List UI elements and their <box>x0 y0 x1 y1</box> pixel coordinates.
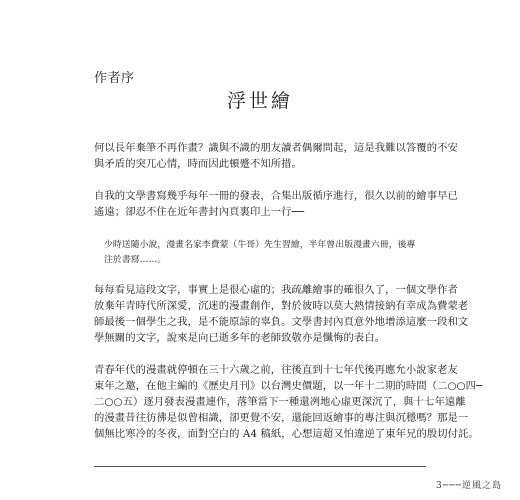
paragraph-1 <box>94 140 458 172</box>
text-line: 東年之邀，在他主編的《歷史月刊》以台灣史價題，以一年十二期的時間（二○○四─ <box>94 380 483 392</box>
text-line: 何以長年棄筆不再作畫？識與不識的朋友讀者偶爾問起，這是我難以答覆的不安 <box>94 142 458 154</box>
section-label: 作者序 <box>94 71 135 86</box>
quote-paragraph <box>104 238 420 268</box>
text-line: 遙遠；卻忍不住在近年書封內頁裏印上一行── <box>94 206 305 218</box>
text-line: 二○○五）逐月發表漫畫連作，落筆當下一種還冽地心虛更深沉了，與十七年遠離 <box>94 396 466 408</box>
page-number: 3 <box>435 481 443 491</box>
text-line: 與矛盾的突兀心情，時而因此頓蹙不知所措。 <box>94 158 302 170</box>
paragraph-5 <box>94 362 483 442</box>
text-line: 學無關的文字，說來是向已逝多年的老師致敬亦是懺悔的表白。 <box>94 332 386 344</box>
text-line: 注於書寫……。 <box>104 255 167 265</box>
book-title: 逆風之島 <box>461 481 502 491</box>
text-line: 青春年代的漫畫就停頓在三十六歲之前，往後直到十七年代後再應允小說家老友 <box>94 364 458 376</box>
text-line: 少時送隨小說，漫畫名家李費蒙（牛哥）先生習繪，半年曾出版漫畫六冊，後專 <box>104 240 416 250</box>
text-line: 個無比寒冷的冬夜，面對空白的 A4 稿紙，心想這超又怕違逆了東年兄的殷切付託。 <box>94 428 479 440</box>
footer-divider <box>94 466 426 467</box>
page-footer <box>436 478 502 491</box>
text-line: 每每看見這段文字，事實上是很心虛的；我疏離繪事的確很久了，一個文學作者 <box>94 284 458 296</box>
page-title: 浮世繪 <box>226 90 293 112</box>
paragraph-2 <box>94 188 458 220</box>
paragraph-4 <box>94 282 469 346</box>
text-line: 自我的文學書寫幾乎每年一冊的發表，合集出版循序進行，很久以前的繪事早已 <box>94 190 458 202</box>
text-line: 師最後一個學生之我，是不能原諒的辜負。文學書封內頁意外地增添這麼一段和文 <box>94 316 469 328</box>
text-line: 的漫畫昔往彷彿是似曾相識，卻更覺不安，還能回返繪事的專注與沉穩嗎？那是一 <box>94 412 469 424</box>
text-line: 放棄年青時代所深愛，沉迷的漫畫創作，對於彼時以莫大熱情接納有幸成為費蒙老 <box>94 300 469 312</box>
footer-separator: ─── <box>442 481 462 491</box>
